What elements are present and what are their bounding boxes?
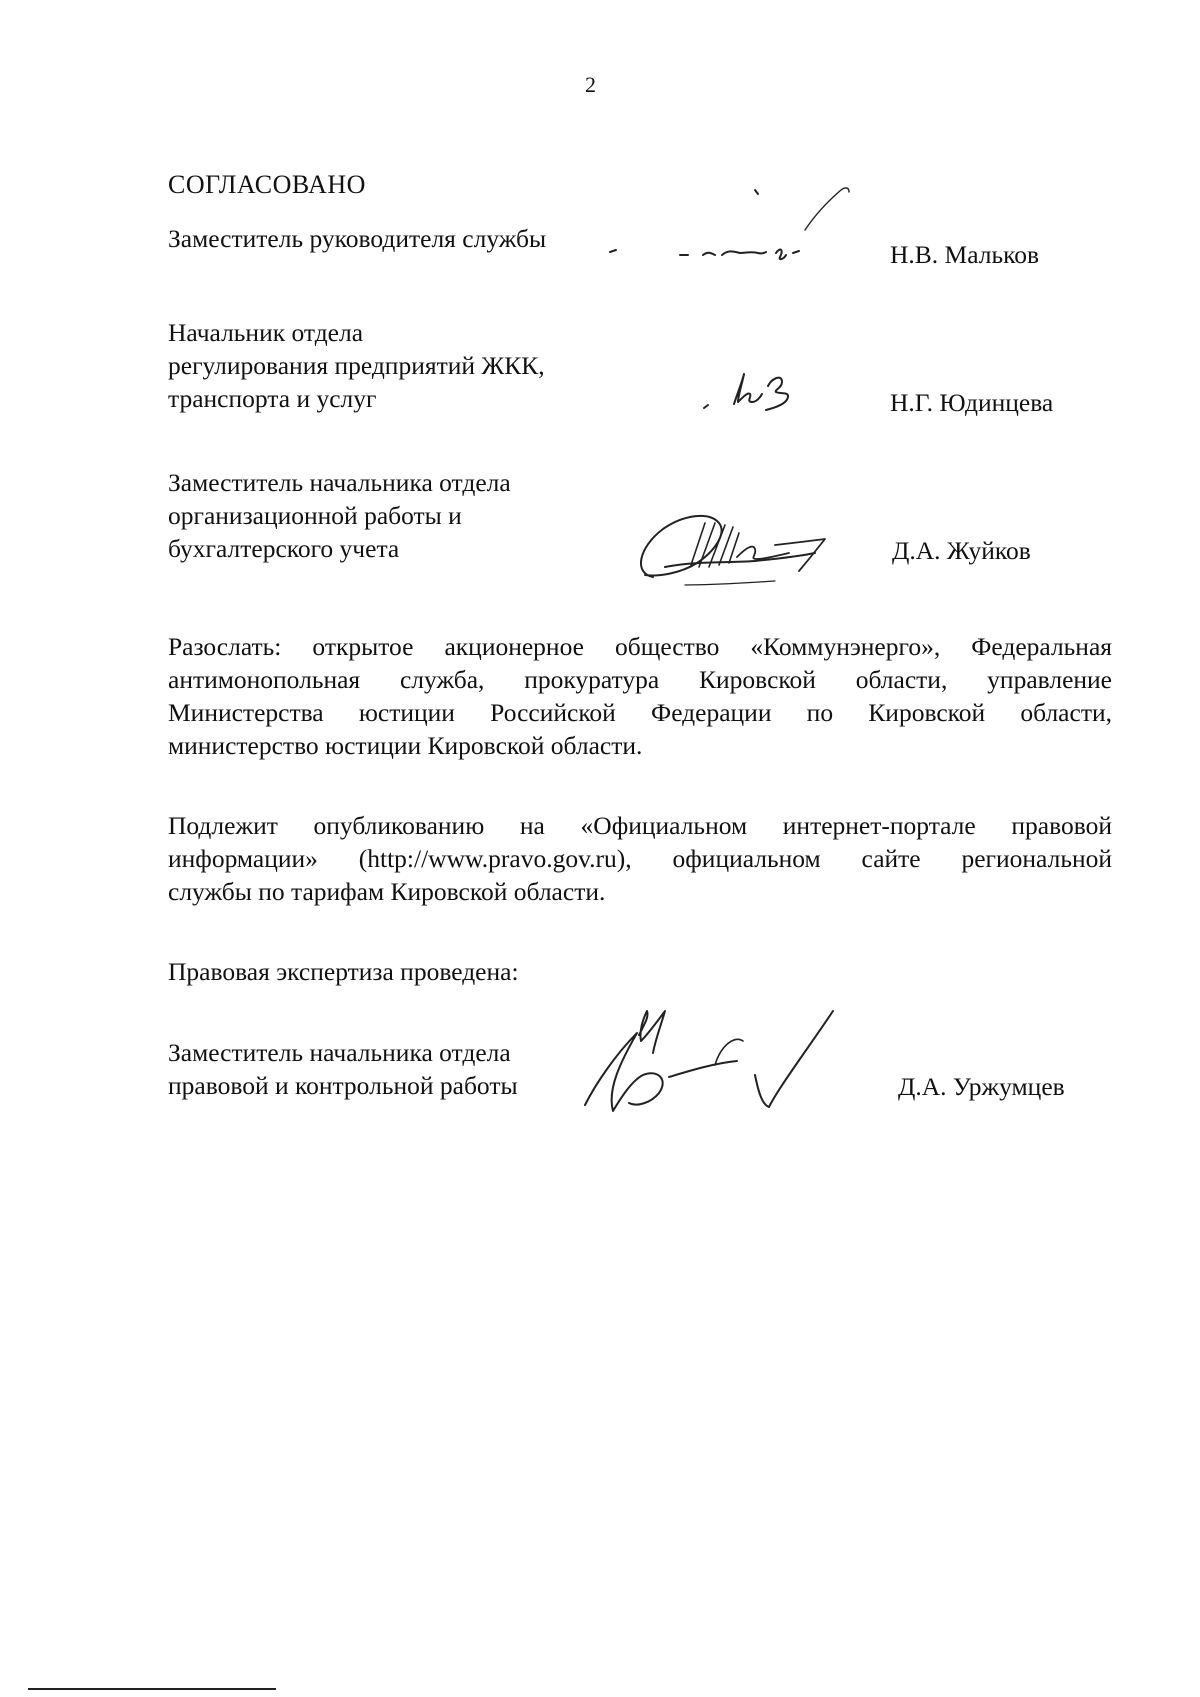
position-line: транспорта и услуг <box>168 384 377 413</box>
distribution-paragraph <box>168 630 1112 762</box>
position-line: правовой и контрольной работы <box>168 1071 518 1100</box>
position-line: регулирования предприятий ЖКК, <box>168 351 545 380</box>
paragraph-line: Подлежит опубликованию на «Официальном интернет-портале правовой <box>168 811 1112 840</box>
position-line: Заместитель начальника отдела <box>168 468 511 497</box>
signature-malkov <box>600 175 900 275</box>
approver-position-2 <box>168 316 545 415</box>
approver-name-1: Н.В. Мальков <box>890 240 1040 269</box>
position-line: бухгалтерского учета <box>168 534 400 563</box>
paragraph-line: антимонопольная служба, прокуратура Кировской области, управление <box>168 665 1112 694</box>
position-line: организационной работы и <box>168 501 462 530</box>
position-line: Заместитель начальника отдела <box>168 1038 511 1067</box>
paragraph-line: министерство юстиции Кировской области. <box>168 731 643 760</box>
position-line: Заместитель руководителя службы <box>168 224 547 253</box>
publication-paragraph <box>168 809 1112 908</box>
signature-yudintseva <box>690 360 830 420</box>
paragraph-line: службы по тарифам Кировской области. <box>168 877 606 906</box>
legal-review-statement: Правовая экспертиза проведена: <box>168 957 519 986</box>
approval-heading: СОГЛАСОВАНО <box>168 170 366 199</box>
approver-position-3 <box>168 466 511 565</box>
signature-zhuykov <box>625 505 855 595</box>
paragraph-line: Разослать: открытое акционерное общество «Коммунэнерго», Федеральная <box>168 632 1112 661</box>
page-number: 2 <box>585 72 596 97</box>
paragraph-line: информации» (http://www.pravo.gov.ru), официальном сайте региональной <box>168 844 1112 873</box>
position-line: Начальник отдела <box>168 318 364 347</box>
paragraph-line: Министерства юстиции Российской Федерации по Кировской области, <box>168 698 1112 727</box>
approver-name-3: Д.А. Жуйков <box>892 536 1031 565</box>
legal-reviewer-name: Д.А. Уржумцев <box>898 1072 1065 1101</box>
footnote-rule <box>28 1688 276 1690</box>
signature-urzhumtsev <box>575 1005 855 1125</box>
approver-name-2: Н.Г. Юдинцева <box>890 388 1054 417</box>
legal-reviewer-position <box>168 1036 518 1102</box>
approver-position-1 <box>168 222 546 255</box>
